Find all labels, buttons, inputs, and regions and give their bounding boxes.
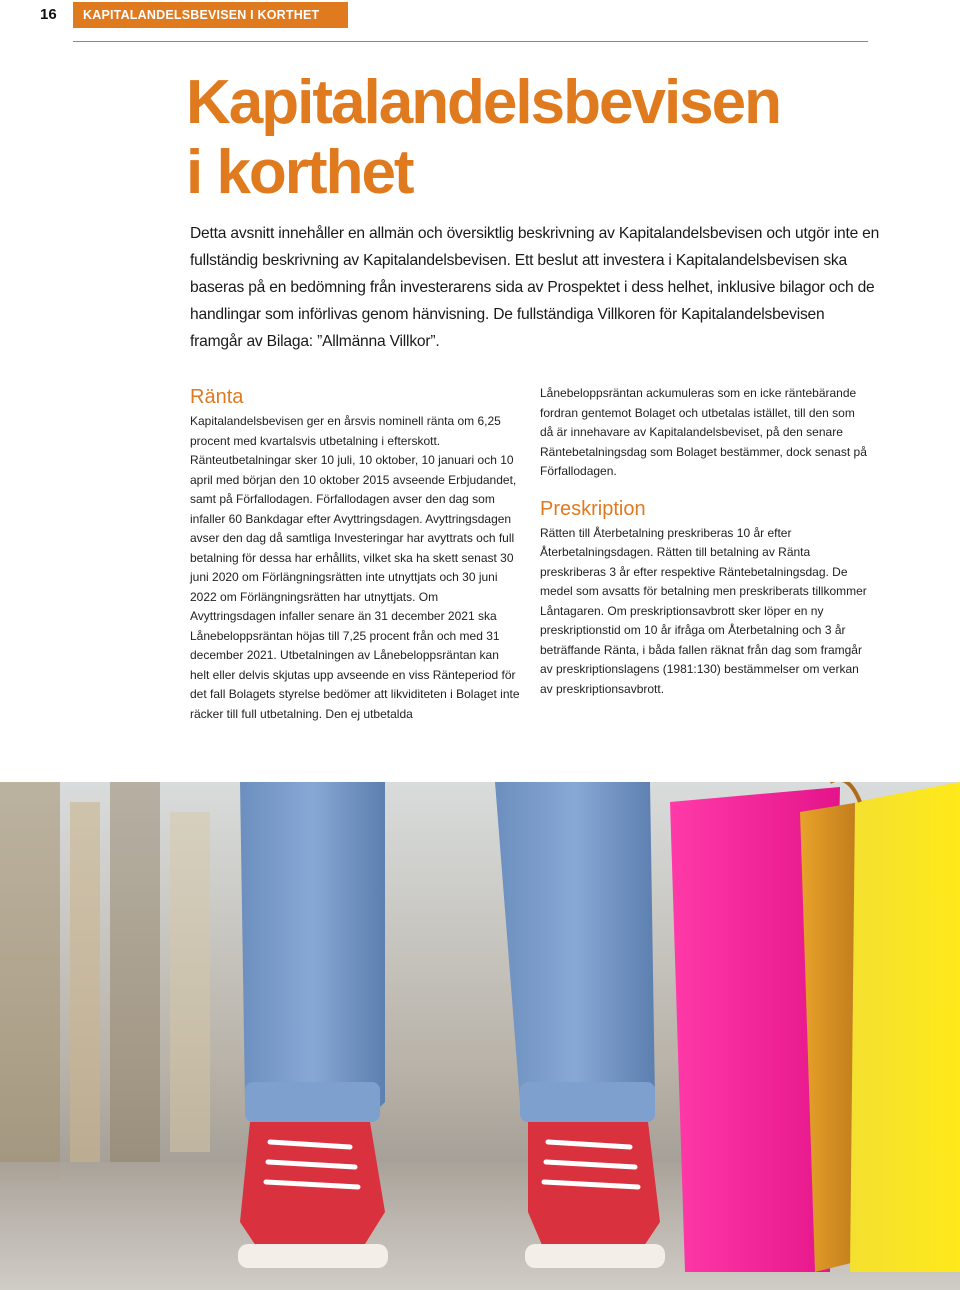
shopping-photo [0, 782, 960, 1290]
header-rule [73, 41, 868, 42]
preskription-body: Rätten till Återbetalning preskriberas 10 år efter Återbetalningsdagen. Rätten till betalning av Ränta preskriberas 3 år efter respektive Räntebetalningsdag. De medel som avsatts för betalning men preskriberats tillkommer Låntagaren. Om preskriptionsavbrott sker löper en ny preskriptionstid om 10 år ifråga om Återbetalning och 3 år beträffande Ränta, i båda fallen räknat från dag som framgår av preskriptionslagens (1981:130) bestämmelser om verkan av preskriptionsavbrott. [540, 525, 867, 696]
page-number: 16 [40, 6, 57, 23]
intro-paragraph: Detta avsnitt innehåller en allmän och översiktlig beskrivning av Kapitalandelsbevisen och utgör inte en fullständig beskrivning av Kapitalandelsbevisen. Ett beslut att investera i Kapitalandelsbevisen ska baseras på en bedömning från investerarens sida av Prospektet i dess helhet, inklusive bilagor och de handlingar som införlivas genom hänvisning. De fullständiga Villkoren för Kapitalandelsbevisen framgår av Bilaga: ”Allmänna Villkor”. [190, 225, 880, 350]
ranta-heading: Ränta [190, 386, 244, 408]
page-title-line-2: i korthet [186, 138, 413, 207]
ranta-continuation: Lånebeloppsräntan ackumuleras som en icke räntebärande fordran gentemot Bolaget och utbetalas istället, till den som då är innehavare av Kapitalandelsbeviset, på den senare Räntebetalningsdag som Bolaget bestämmer, dock senast på Förfallodagen. [540, 386, 867, 478]
page-title [186, 68, 780, 208]
section-tag: KAPITALANDELSBEVISEN I KORTHET [73, 2, 348, 28]
shopping-photo-illustration [0, 782, 960, 1290]
ranta-body: Kapitalandelsbevisen ger en årsvis nominell ränta om 6,25 procent med kvartalsvis utbetalning i efterskott. Ränteutbetalningar sker 10 juli, 10 oktober, 10 januari och 10 april med början den 10 oktober 2015 avseende Erbjudandet, samt på Förfallodagen. Förfallodagen avser den dag som infaller 60 Bankdagar efter Avyttringsdagen. Avyttringsdagen avser den dag då samtliga Investeringar har avyttrats och full betalning för dessa har erhållits, vilket ska ha skett senast 30 juni 2020 om Förlängningsrätten inte utnyttjats och 30 juni 2022 om Förlängningsrätten har utnyttjats. Om Avyttringsdagen infaller senare än 31 december 2021 ska Lånebeloppsräntan höjas till 7,25 procent från och med 31 december 2021. Utbetalningen av Lånebeloppsräntan kan helt eller delvis skjutas upp avseende en viss Ränteperiod för det fall Bolagets styrelse bedömer att likviditeten i Bolaget inte räcker till full utbetalning. Den ej utbetalda [190, 414, 520, 721]
left-column [190, 384, 520, 724]
page-title-line-1: Kapitalandelsbevisen [186, 68, 781, 137]
page-header [0, 0, 960, 44]
preskription-heading: Preskription [540, 497, 646, 520]
right-column [540, 384, 870, 699]
